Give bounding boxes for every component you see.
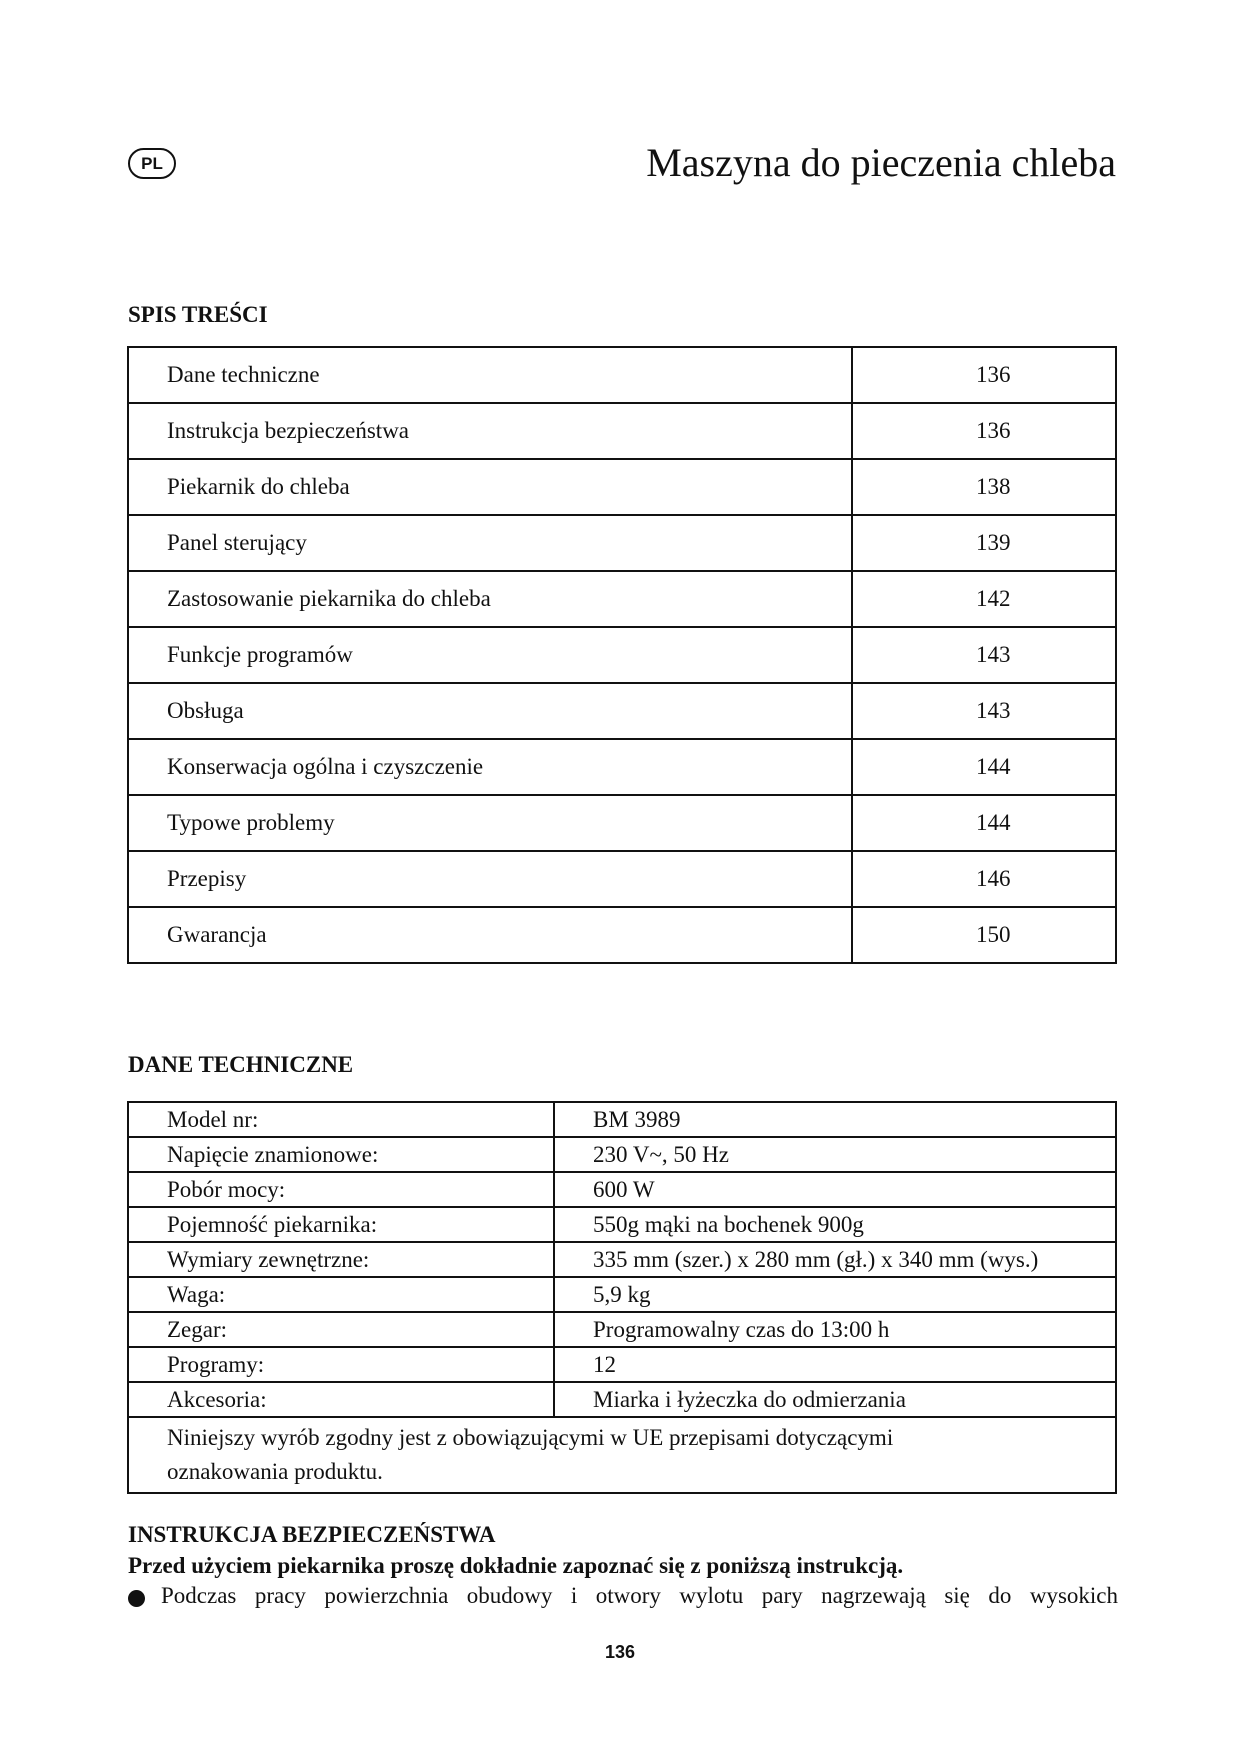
spec-label: Pobór mocy:	[128, 1172, 554, 1207]
spec-label: Akcesoria:	[128, 1382, 554, 1417]
spec-value: Programowalny czas do 13:00 h	[554, 1312, 1116, 1347]
toc-row	[128, 907, 1116, 963]
toc-row	[128, 347, 1116, 403]
toc-table	[127, 346, 1117, 964]
toc-entry-title: Typowe problemy	[128, 795, 852, 851]
toc-entry-title: Konserwacja ogólna i czyszczenie	[128, 739, 852, 795]
toc-entry-title: Panel sterujący	[128, 515, 852, 571]
spec-label: Wymiary zewnętrzne:	[128, 1242, 554, 1277]
spec-row	[128, 1347, 1116, 1382]
toc-entry-page: 146	[852, 851, 1116, 907]
spec-row	[128, 1137, 1116, 1172]
toc-row	[128, 515, 1116, 571]
toc-entry-title: Instrukcja bezpieczeństwa	[128, 403, 852, 459]
toc-entry-title: Zastosowanie piekarnika do chleba	[128, 571, 852, 627]
spec-label: Napięcie znamionowe:	[128, 1137, 554, 1172]
toc-row	[128, 571, 1116, 627]
spec-row	[128, 1172, 1116, 1207]
spec-value: 550g mąki na bochenek 900g	[554, 1207, 1116, 1242]
safety-heading: INSTRUKCJA BEZPIECZEŃSTWA	[128, 1522, 496, 1547]
toc-entry-page: 142	[852, 571, 1116, 627]
toc-row	[128, 403, 1116, 459]
conformity-note-line-2: oznakowania produktu.	[167, 1459, 383, 1484]
spec-value: 12	[554, 1347, 1116, 1382]
safety-bullet	[128, 1583, 1118, 1609]
toc-heading: SPIS TREŚCI	[128, 302, 268, 327]
conformity-note-line-1: Niniejszy wyrób zgodny jest z obowiązującymi w UE przepisami dotyczącymi	[167, 1425, 894, 1450]
spec-row	[128, 1312, 1116, 1347]
spec-value: 600 W	[554, 1172, 1116, 1207]
toc-entry-page: 138	[852, 459, 1116, 515]
toc-entry-page: 150	[852, 907, 1116, 963]
bullet-dot-icon	[128, 1590, 145, 1607]
page-title: Maszyna do pieczenia chleba	[646, 140, 1116, 185]
toc-entry-page: 143	[852, 627, 1116, 683]
spec-label: Zegar:	[128, 1312, 554, 1347]
spec-label: Pojemność piekarnika:	[128, 1207, 554, 1242]
toc-entry-title: Przepisy	[128, 851, 852, 907]
spec-label: Model nr:	[128, 1102, 554, 1137]
toc-entry-page: 143	[852, 683, 1116, 739]
spec-value: 335 mm (szer.) x 280 mm (gł.) x 340 mm (wys.)	[554, 1242, 1116, 1277]
spec-row	[128, 1207, 1116, 1242]
toc-entry-title: Gwarancja	[128, 907, 852, 963]
tech-data-heading: DANE TECHNICZNE	[128, 1052, 354, 1077]
spec-value: Miarka i łyżeczka do odmierzania	[554, 1382, 1116, 1417]
toc-row	[128, 459, 1116, 515]
toc-entry-page: 144	[852, 795, 1116, 851]
toc-entry-page: 136	[852, 403, 1116, 459]
spec-value: 230 V~, 50 Hz	[554, 1137, 1116, 1172]
toc-entry-title: Dane techniczne	[128, 347, 852, 403]
tech-data-table	[127, 1101, 1117, 1494]
toc-row	[128, 739, 1116, 795]
toc-entry-page: 136	[852, 347, 1116, 403]
toc-row	[128, 683, 1116, 739]
language-badge: PL	[128, 148, 176, 179]
spec-row	[128, 1102, 1116, 1137]
toc-row	[128, 795, 1116, 851]
toc-entry-title: Piekarnik do chleba	[128, 459, 852, 515]
spec-label: Waga:	[128, 1277, 554, 1312]
toc-entry-page: 139	[852, 515, 1116, 571]
spec-row	[128, 1277, 1116, 1312]
toc-row	[128, 851, 1116, 907]
spec-row	[128, 1242, 1116, 1277]
spec-value: 5,9 kg	[554, 1277, 1116, 1312]
toc-entry-title: Obsługa	[128, 683, 852, 739]
conformity-note	[128, 1417, 1116, 1493]
spec-row	[128, 1382, 1116, 1417]
conformity-note-row	[128, 1417, 1116, 1493]
safety-bullet-text: Podczas pracy powierzchnia obudowy i otwory wylotu pary nagrzewają się do wysokich	[161, 1583, 1118, 1608]
toc-entry-title: Funkcje programów	[128, 627, 852, 683]
safety-intro: Przed użyciem piekarnika proszę dokładnie zapoznać się z poniższą instrukcją.	[128, 1553, 904, 1578]
spec-value: BM 3989	[554, 1102, 1116, 1137]
spec-label: Programy:	[128, 1347, 554, 1382]
page-number: 136	[604, 1642, 636, 1662]
toc-entry-page: 144	[852, 739, 1116, 795]
toc-row	[128, 627, 1116, 683]
